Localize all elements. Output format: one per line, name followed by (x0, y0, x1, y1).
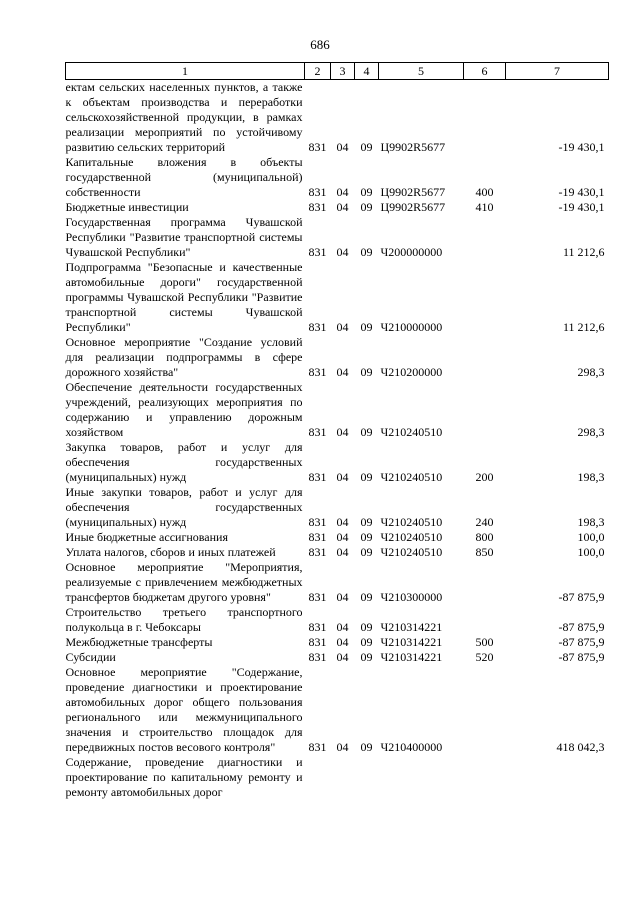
table-row (66, 635, 609, 650)
row-ministry-code: 831 (308, 530, 327, 544)
row-expense-type-code: 200 (475, 470, 494, 484)
row-target-code: Ч210314221 (380, 635, 443, 649)
row-expense-type-code (464, 605, 506, 635)
row-ministry-code (305, 755, 331, 800)
row-target-code: Ч210240510 (380, 425, 443, 439)
row-target-code: Ч210240510 (380, 515, 443, 529)
row-subsection-code: 09 (360, 140, 373, 154)
table-row (66, 560, 609, 605)
row-name: Основное мероприятие "Содержание, проведение диагностики и проектирование автомобильных дорог общего пользования регионального или межмуниципального значения и строительство площадок для передвижных постов весового контроля" (65, 665, 303, 754)
table-row (66, 605, 609, 635)
row-target-code: Ц9902R5677 (380, 140, 446, 154)
row-target-code: Ч210314221 (380, 650, 443, 664)
row-target-code: Ч210000000 (380, 320, 443, 334)
table-row (66, 215, 609, 260)
row-target-code: Ч210300000 (380, 590, 443, 604)
row-name: Закупка товаров, работ и услуг для обеспечения государственных (муниципальных) нужд (65, 440, 303, 484)
row-section-code: 04 (336, 635, 349, 649)
row-amount: 298,3 (577, 425, 605, 439)
row-ministry-code: 831 (308, 470, 327, 484)
header-col-2: 2 (305, 63, 331, 80)
table-row (66, 755, 609, 800)
row-section-code: 04 (336, 650, 349, 664)
row-section-code: 04 (336, 185, 349, 199)
row-subsection-code: 09 (360, 590, 373, 604)
row-target-code: Ц9902R5677 (380, 200, 446, 214)
table-row (66, 380, 609, 440)
row-name: Уплата налогов, сборов и иных платежей (65, 545, 276, 559)
header-col-1: 1 (66, 63, 305, 80)
row-section-code: 04 (336, 140, 349, 154)
table-row (66, 80, 609, 156)
row-amount: -87 875,9 (558, 635, 605, 649)
table-row (66, 545, 609, 560)
row-section-code: 04 (336, 245, 349, 259)
row-ministry-code: 831 (308, 545, 327, 559)
row-expense-type-code: 400 (475, 185, 494, 199)
row-subsection-code: 09 (360, 650, 373, 664)
row-section-code: 04 (336, 470, 349, 484)
row-subsection-code: 09 (360, 545, 373, 559)
row-expense-type-code (464, 755, 506, 800)
row-ministry-code: 831 (308, 740, 327, 754)
row-expense-type-code (464, 335, 506, 380)
header-col-6: 6 (464, 63, 506, 80)
row-name: Строительство третьего транспортного полукольца в г. Чебоксары (65, 605, 303, 634)
row-subsection-code: 09 (360, 530, 373, 544)
row-amount: 11 212,6 (562, 245, 605, 259)
row-name: Обеспечение деятельности государственных учреждений, реализующих мероприятия по содержанию и управлению дорожным хозяйством (65, 380, 303, 439)
row-subsection-code: 09 (360, 365, 373, 379)
row-amount: 100,0 (577, 530, 605, 544)
table-body (66, 80, 609, 801)
table-row (66, 440, 609, 485)
row-subsection-code: 09 (360, 515, 373, 529)
row-name: Содержание, проведение диагностики и проектирование по капитальному ремонту и ремонту автомобильных дорог (65, 755, 303, 799)
row-amount: -19 430,1 (558, 185, 605, 199)
row-subsection-code: 09 (360, 470, 373, 484)
row-name: Межбюджетные трансферты (65, 635, 213, 649)
row-section-code: 04 (336, 590, 349, 604)
row-expense-type-code (464, 380, 506, 440)
row-ministry-code: 831 (308, 245, 327, 259)
row-expense-type-code: 410 (475, 200, 494, 214)
row-target-code: Ц9902R5677 (380, 185, 446, 199)
row-section-code: 04 (336, 620, 349, 634)
row-target-code: Ч210400000 (380, 740, 443, 754)
row-amount (506, 755, 609, 800)
row-subsection-code: 09 (360, 200, 373, 214)
row-target-code: Ч210240510 (380, 545, 443, 559)
row-ministry-code: 831 (308, 200, 327, 214)
row-section-code: 04 (336, 425, 349, 439)
row-name: Основное мероприятие "Мероприятия, реализуемые с привлечением межбюджетных трансфертов бюджетам другого уровня" (65, 560, 303, 604)
table-row (66, 335, 609, 380)
row-target-code: Ч210200000 (380, 365, 443, 379)
row-name: Подпрограмма "Безопасные и качественные автомобильные дороги" государственной программы Чувашской Республики "Развитие транспортной системы Чувашской Республики" (65, 260, 303, 334)
row-amount: -19 430,1 (558, 200, 605, 214)
row-amount: -87 875,9 (558, 650, 605, 664)
header-col-5: 5 (379, 63, 464, 80)
header-row (66, 63, 609, 80)
row-ministry-code: 831 (308, 425, 327, 439)
table-header (66, 63, 609, 80)
table-row (66, 530, 609, 545)
row-target-code: Ч210240510 (380, 530, 443, 544)
row-name: Основное мероприятие "Создание условий для реализации подпрограммы в сфере дорожного хозяйства" (65, 335, 303, 379)
row-amount: 11 212,6 (562, 320, 605, 334)
row-target-code: Ч210240510 (380, 470, 443, 484)
header-col-4: 4 (355, 63, 379, 80)
row-ministry-code: 831 (308, 620, 327, 634)
row-name: ектам сельских населенных пунктов, а также к объектам производства и переработки сельскохозяйственной продукции, в рамках реализации мероприятий по устойчивому развитию сельских территорий (65, 80, 303, 154)
row-amount: 198,3 (577, 470, 605, 484)
row-subsection-code: 09 (360, 635, 373, 649)
row-amount: 198,3 (577, 515, 605, 529)
row-expense-type-code (464, 665, 506, 755)
row-amount: 298,3 (577, 365, 605, 379)
row-name: Бюджетные инвестиции (65, 200, 189, 214)
row-target-code: Ч200000000 (380, 245, 443, 259)
row-section-code: 04 (336, 365, 349, 379)
row-expense-type-code (464, 80, 506, 156)
row-expense-type-code: 240 (475, 515, 494, 529)
row-section-code: 04 (336, 200, 349, 214)
row-name: Капитальные вложения в объекты государственной (муниципальной) собственности (65, 155, 303, 199)
row-section-code: 04 (336, 740, 349, 754)
row-amount: -19 430,1 (558, 140, 605, 154)
row-expense-type-code (464, 215, 506, 260)
row-subsection-code: 09 (360, 620, 373, 634)
table-row (66, 485, 609, 530)
row-ministry-code: 831 (308, 515, 327, 529)
row-expense-type-code: 520 (475, 650, 494, 664)
table-row (66, 650, 609, 665)
row-amount: -87 875,9 (558, 590, 605, 604)
table-row (66, 665, 609, 755)
row-expense-type-code (464, 560, 506, 605)
row-subsection-code: 09 (360, 320, 373, 334)
row-name: Иные закупки товаров, работ и услуг для обеспечения государственных (муниципальных) нужд (65, 485, 303, 529)
row-subsection-code: 09 (360, 185, 373, 199)
row-ministry-code: 831 (308, 590, 327, 604)
row-section-code (331, 755, 355, 800)
row-expense-type-code: 800 (475, 530, 494, 544)
page-number: 686 (310, 37, 330, 52)
row-subsection-code: 09 (360, 425, 373, 439)
row-subsection-code: 09 (360, 740, 373, 754)
row-section-code: 04 (336, 515, 349, 529)
row-expense-type-code (464, 260, 506, 335)
row-amount: 418 042,3 (556, 740, 605, 754)
header-col-3: 3 (331, 63, 355, 80)
table-row (66, 155, 609, 200)
row-name: Субсидии (65, 650, 116, 664)
row-target-code: Ч210314221 (380, 620, 443, 634)
row-name: Иные бюджетные ассигнования (65, 530, 228, 544)
row-ministry-code: 831 (308, 635, 327, 649)
row-amount: -87 875,9 (558, 620, 605, 634)
budget-table (65, 62, 609, 800)
row-ministry-code: 831 (308, 365, 327, 379)
row-ministry-code: 831 (308, 185, 327, 199)
row-amount: 100,0 (577, 545, 605, 559)
table-row (66, 200, 609, 215)
row-section-code: 04 (336, 530, 349, 544)
row-ministry-code: 831 (308, 320, 327, 334)
row-name: Государственная программа Чувашской Республики "Развитие транспортной системы Чувашской Республики" (65, 215, 303, 259)
row-subsection-code: 09 (360, 245, 373, 259)
row-expense-type-code: 500 (475, 635, 494, 649)
table-row (66, 260, 609, 335)
row-section-code: 04 (336, 320, 349, 334)
header-col-7: 7 (506, 63, 609, 80)
row-ministry-code: 831 (308, 650, 327, 664)
row-section-code: 04 (336, 545, 349, 559)
row-target-code (379, 755, 464, 800)
row-expense-type-code: 850 (475, 545, 494, 559)
row-ministry-code: 831 (308, 140, 327, 154)
row-subsection-code (355, 755, 379, 800)
